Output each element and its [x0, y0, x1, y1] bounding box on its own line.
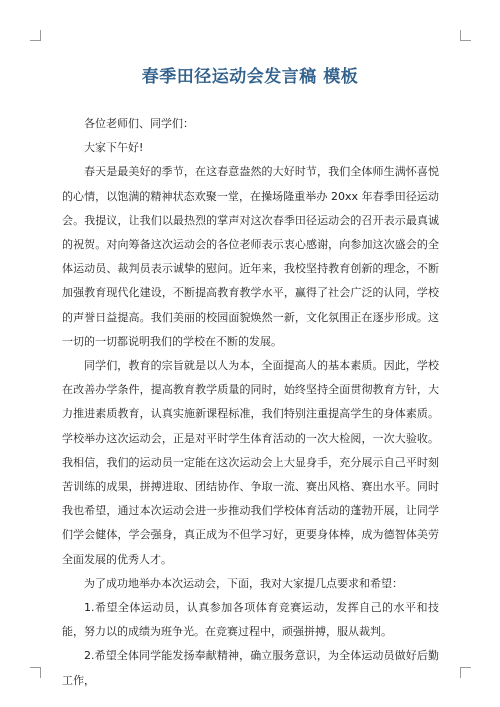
salutation: 各位老师们、同学们：	[84, 117, 194, 130]
body-paragraph: 春天是最美好的季节，在这春意盎然的大好时节，我们全体师生满怀喜悦的心情，以饱满的精神状态欢聚一堂，在操场隆重举办 20xx 年春季田径运动会。我提议，让我们以最热烈的掌声对这次春季田径运动会的召开表示最真诚的祝贺。对向筹备这次运动会的各位老师表示衷心感谢，向参加这次盛会的全体运动员、裁判员表示诚挚的慰问。近年来，我校坚持教育创新的理念，不断加强教育现代化建设，不断提高教育教学水平，赢得了社会广泛的认同，学校的声誉日益提高。我们美丽的校园面貌焕然一新，文化氛围正在逐步形成。这一切的一切都说明我们的学校在不断的发展。	[62, 165, 439, 348]
crop-mark-top-right	[460, 30, 471, 41]
body-paragraph: 同学们，教育的宗旨就是以人为本，全面提高人的基本素质。因此，学校在改善办学条件，提高教育教学质量的同时，始终坚持全面贯彻教育方针，大力推进素质教育，认真实施新课程标准，我们特别注重提高学生的身体素质。学校举办这次运动会，正是对平时学生体育活动的一次大检阅，一次大验收。我相信，我们的运动员一定能在这次运动会上大显身手，充分展示自己平时刻苦训练的成果，拼搏进取、团结协作、争取一流、赛出风格、赛出水平。同时我也希望，通过本次运动会进一步推动我们学校体育活动的蓬勃开展，让同学们学会健体，学会强身，真正成为不但学习好，更要身体棒，成为德智体美劳全面发展的优秀人才。	[62, 359, 439, 566]
document-body	[62, 112, 439, 693]
body-paragraph: 2.希望全体同学能发扬奉献精神，确立服务意识，为全体运动员做好后勤工作，	[62, 649, 439, 687]
crop-mark-top-left	[30, 30, 41, 41]
greeting: 大家下午好!	[84, 141, 144, 155]
body-paragraph: 1.希望全体运动员，认真参加各项体育竞赛运动，发挥自己的水平和技能，努力以的成绩为班争光。在竞赛过程中，顽强拼搏，服从裁判。	[62, 601, 439, 639]
body-paragraph: 为了成功地举办本次运动会，下面，我对大家提几点要求和希望：	[84, 576, 403, 590]
document-title: 春季田径运动会发言稿 模板	[141, 67, 359, 87]
crop-mark-bottom-left	[30, 667, 41, 678]
crop-mark-bottom-right	[460, 667, 471, 678]
